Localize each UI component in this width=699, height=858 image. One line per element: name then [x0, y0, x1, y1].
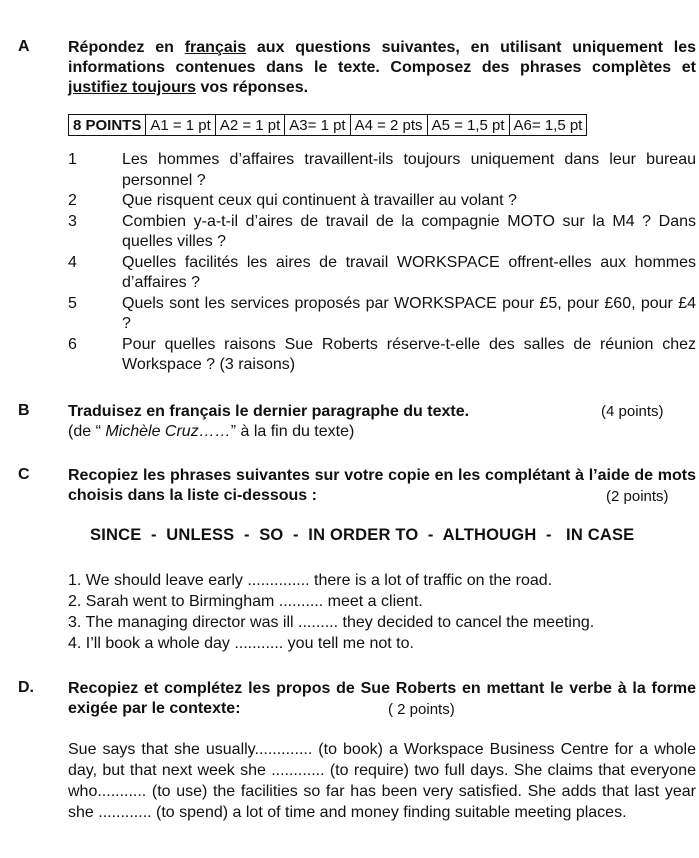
- points-a3: A3= 1 pt: [285, 115, 350, 136]
- question-text: Que risquent ceux qui continuent à travailler au volant ?: [122, 192, 517, 209]
- instr-text-3: vos réponses.: [196, 79, 309, 96]
- points-a5: A5 = 1,5 pt: [427, 115, 509, 136]
- question-number: 6: [68, 335, 77, 353]
- question-number: 3: [68, 212, 77, 230]
- section-c-points: (2 points): [606, 488, 669, 505]
- points-a6: A6= 1,5 pt: [509, 115, 587, 136]
- question-text: Combien y-a-t-il d’aires de travail de la compagnie MOTO sur la M4 ? Dans quelles villes ?: [122, 212, 696, 250]
- points-row: [69, 115, 587, 136]
- sentence-item: 2. Sarah went to Birmingham .......... meet a client.: [68, 593, 423, 610]
- question-number: 5: [68, 294, 77, 312]
- points-a2: A2 = 1 pt: [215, 115, 284, 136]
- section-b-sub-italic: Michèle Cruz……: [105, 423, 231, 440]
- section-b-label: B: [18, 402, 30, 419]
- question-item: [68, 335, 696, 376]
- question-number: 4: [68, 253, 77, 271]
- section-d-title: Recopiez et complétez les propos de Sue Roberts en mettant le verbe à la forme exigée par le contexte:: [68, 680, 696, 717]
- section-a-instructions: [68, 38, 696, 98]
- question-number: 1: [68, 151, 77, 168]
- section-c-label: C: [18, 466, 30, 483]
- section-d-label: D.: [18, 679, 34, 696]
- section-d-paragraph: Sue says that she usually............. (to book) a Workspace Business Centre for a whole day, but that next week she ............ (to require) two full days. She claims that everyone who........... (to use) the facilities so far has been very satisfied. She adds that last year she ............ (to spend) a lot of time and money finding suitable meeting places.: [68, 741, 696, 821]
- question-item: [68, 294, 696, 335]
- points-total: 8 POINTS: [69, 115, 146, 136]
- question-text: Pour quelles raisons Sue Roberts réserve-t-elle des salles de réunion chez Workspace ? (3 raisons): [122, 335, 696, 373]
- section-b-points: (4 points): [601, 403, 664, 420]
- points-table: [68, 114, 587, 136]
- section-b-sub-text-2: ” à la fin du texte): [230, 423, 355, 440]
- section-d-points: ( 2 points): [388, 701, 455, 718]
- question-item: [68, 191, 696, 212]
- sentence-item: 4. I’ll book a whole day ........... you tell me not to.: [68, 635, 414, 652]
- section-b-title: Traduisez en français le dernier paragraphe du texte.: [68, 403, 470, 420]
- question-item: [68, 212, 696, 253]
- question-text: Quelles facilités les aires de travail WORKSPACE offrent-elles aux hommes d’affaires ?: [122, 253, 696, 291]
- completion-sentences: [68, 570, 594, 654]
- sentence-item: 1. We should leave early .............. there is a lot of traffic on the road.: [68, 572, 553, 589]
- sentence-item: 3. The managing director was ill ......... they decided to cancel the meeting.: [68, 614, 595, 631]
- question-list: [68, 150, 696, 376]
- section-b-subtitle: [68, 422, 696, 442]
- section-c-title: Recopiez les phrases suivantes sur votre copie en les complétant à l’aide de mots choisis dans la liste ci-dessous :: [68, 467, 696, 504]
- points-a4: A4 = 2 pts: [350, 115, 427, 136]
- section-b-sub-text-1: (de “: [68, 423, 106, 440]
- question-item: [68, 253, 696, 294]
- word-list: SINCE - UNLESS - SO - IN ORDER TO - ALTHOUGH - IN CASE: [90, 526, 635, 544]
- instr-underlined-1: français: [184, 39, 247, 56]
- question-text: Les hommes d’affaires travaillent-ils toujours uniquement dans leur bureau personnel ?: [122, 151, 696, 189]
- question-text: Quels sont les services proposés par WORKSPACE pour £5, pour £60, pour £4 ?: [122, 294, 696, 332]
- question-item: [68, 150, 696, 191]
- instr-text-1: Répondez en: [68, 39, 185, 56]
- instr-text-2: aux questions suivantes, en utilisant uniquement les informations contenues dans le texte. Composez des phrases complètes et: [68, 39, 696, 76]
- instr-underlined-2: justifiez toujours: [68, 79, 196, 96]
- question-number: 2: [68, 192, 77, 209]
- points-a1: A1 = 1 pt: [146, 115, 215, 136]
- section-a-label: A: [18, 38, 30, 55]
